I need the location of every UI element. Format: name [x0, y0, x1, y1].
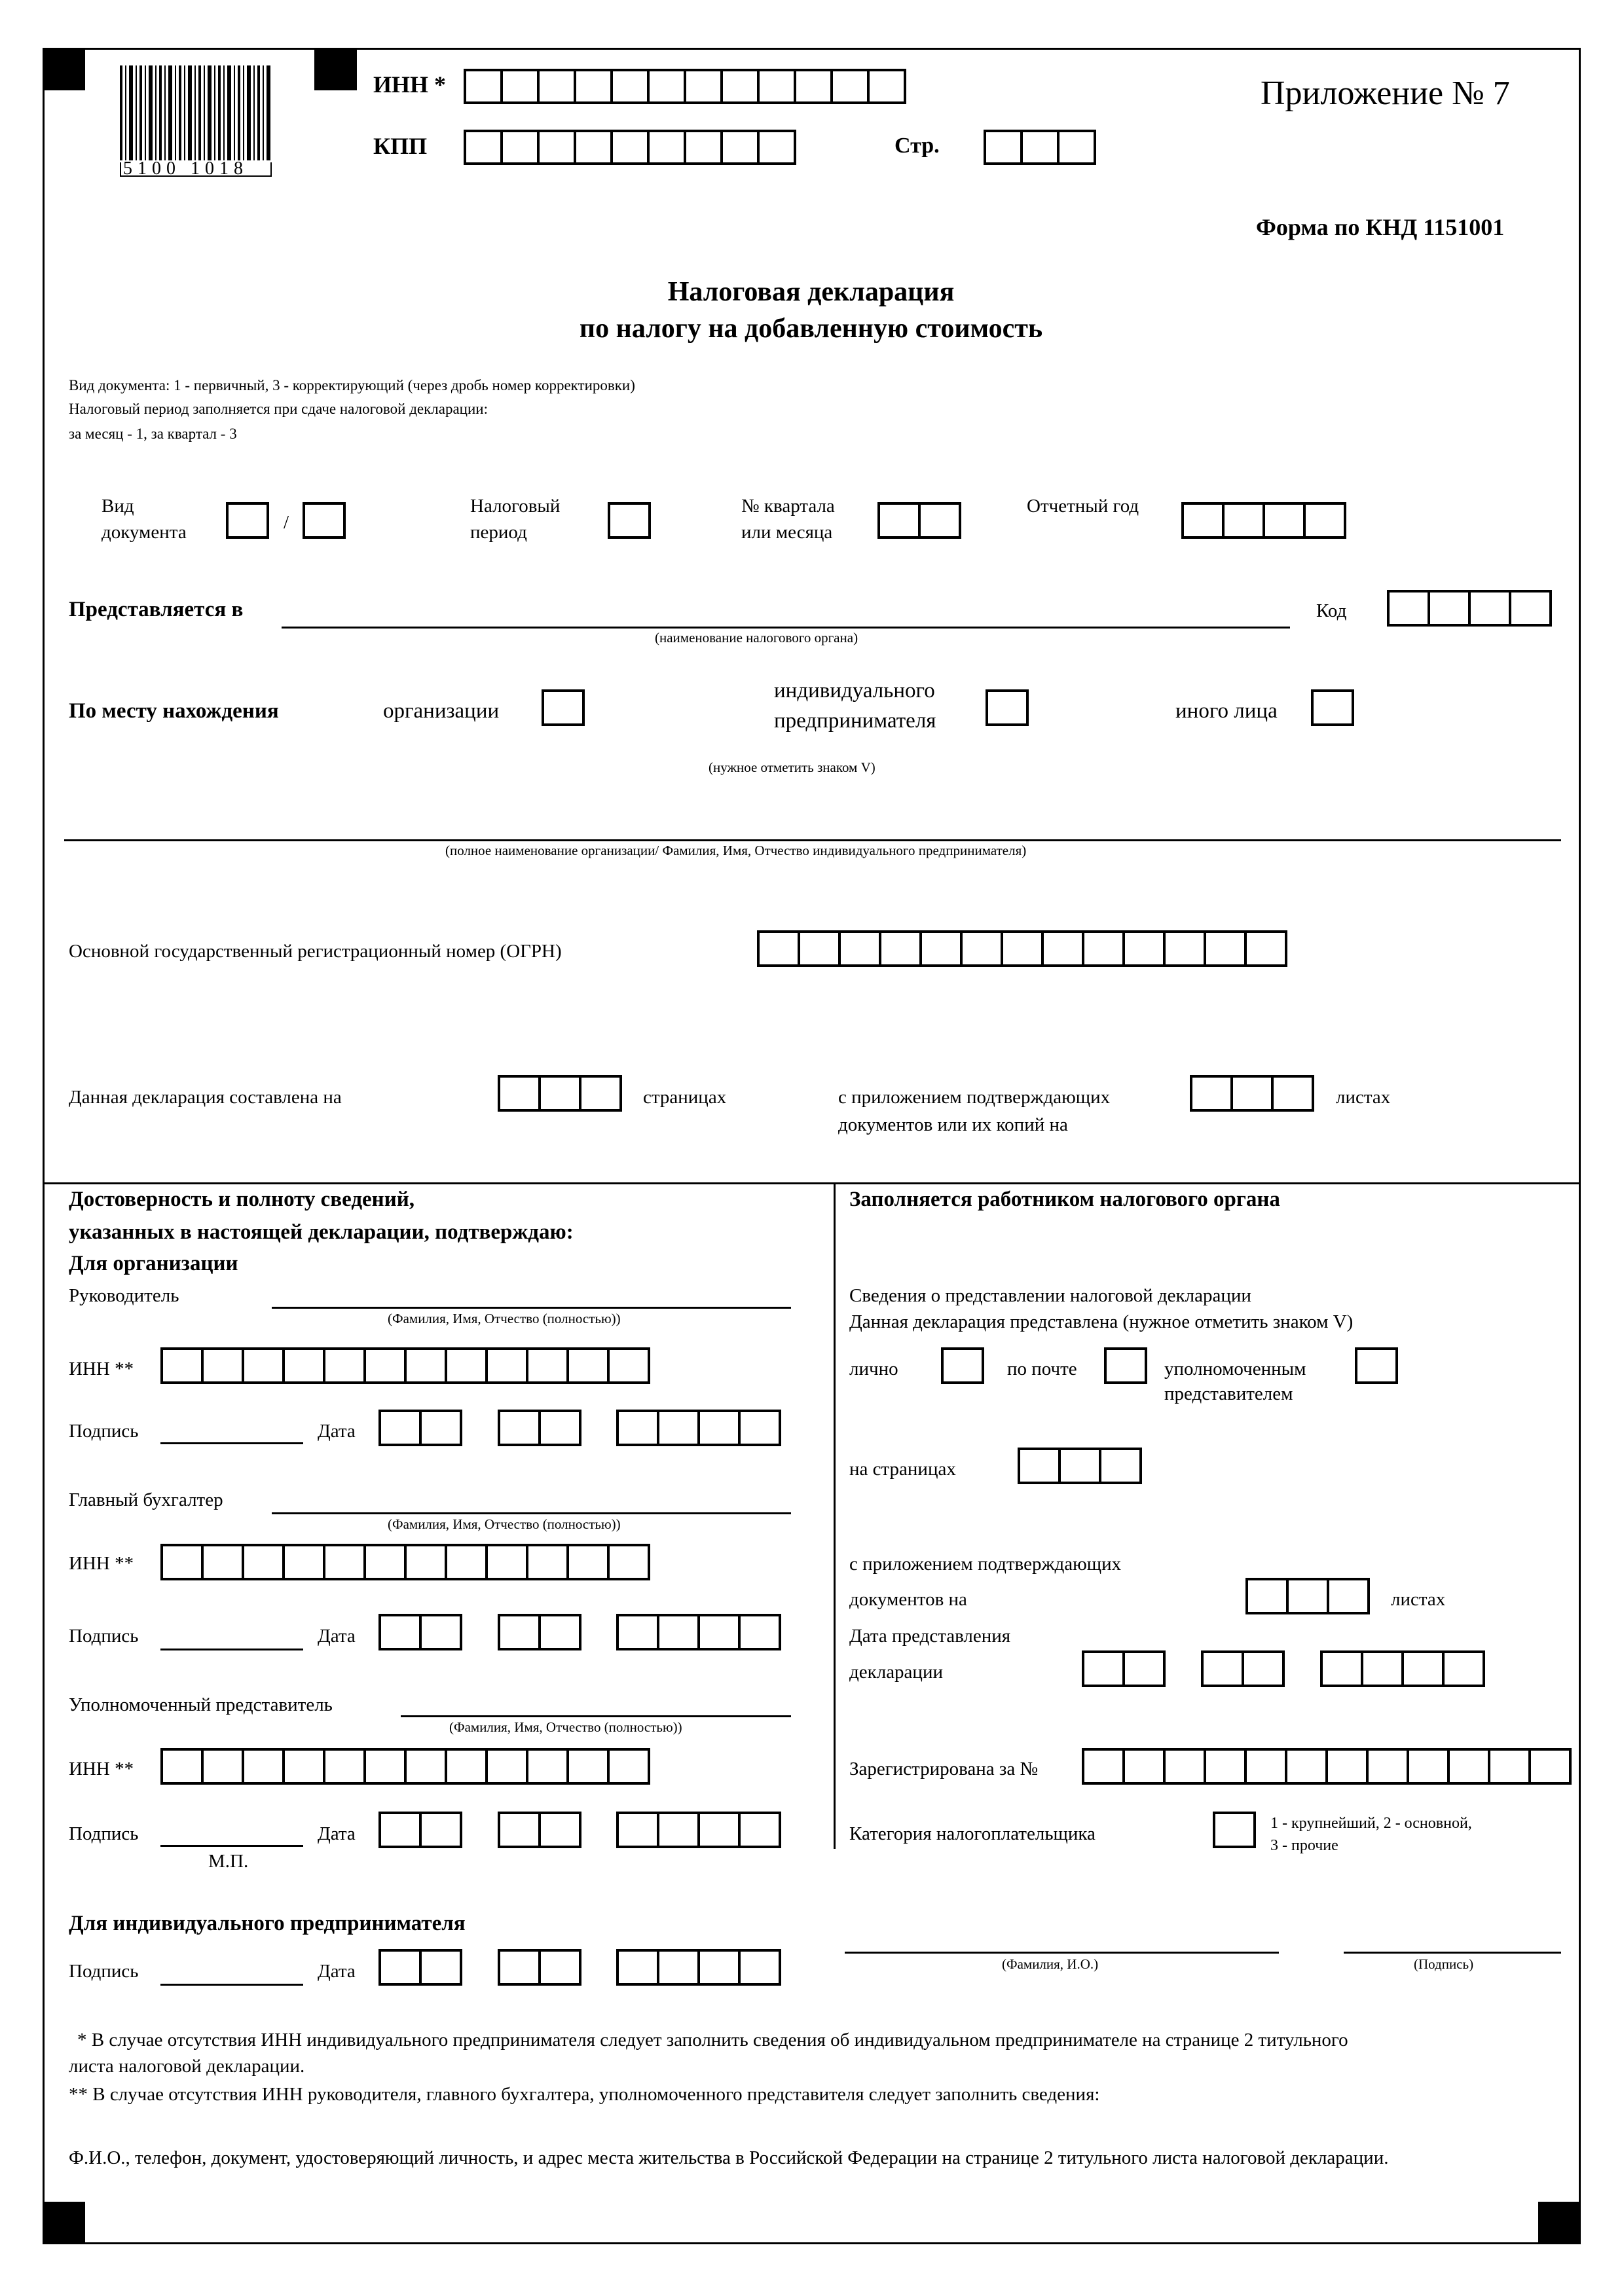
- chief-accountant-inn-cells[interactable]: [160, 1544, 648, 1580]
- chief-accountant-signature-label: Подпись: [69, 1626, 139, 1647]
- entrepreneur-date-day-cells[interactable]: [378, 1949, 460, 1986]
- head-inn-cells[interactable]: [160, 1347, 648, 1384]
- chief-accountant-date-day-cells[interactable]: [378, 1614, 460, 1650]
- representative-date-month-cells[interactable]: [498, 1812, 579, 1848]
- by-mail-label: по почте: [1007, 1358, 1077, 1379]
- chief-accountant-date-label: Дата: [318, 1626, 356, 1647]
- submitted-to-label: Представляется в: [69, 598, 244, 621]
- officer-attach-label-2: документов на: [849, 1589, 967, 1610]
- for-organization-heading: Для организации: [69, 1252, 238, 1275]
- page-label: Стр.: [894, 134, 940, 158]
- tax-authority-caption: (наименование налогового органа): [655, 630, 858, 646]
- quarter-label-1: № квартала: [741, 496, 835, 517]
- chief-accountant-name-line[interactable]: [272, 1512, 791, 1514]
- stamp-label: М.П.: [208, 1851, 249, 1872]
- tax-authority-line[interactable]: [282, 627, 1290, 629]
- by-representative-checkbox[interactable]: [1355, 1347, 1395, 1384]
- head-date-month-cells[interactable]: [498, 1410, 579, 1446]
- submission-date-year-cells[interactable]: [1320, 1650, 1483, 1687]
- head-signature-line[interactable]: [160, 1442, 303, 1444]
- registration-number-cells[interactable]: [1082, 1748, 1569, 1785]
- footnote-star-1: * В случае отсутствия ИНН индивидуального предпринимателя следует заполнить сведения об индивидуальном предпринимателе на странице 2 титульного: [77, 2030, 1348, 2050]
- representative-date-label: Дата: [318, 1823, 356, 1844]
- tax-period-label-2: период: [470, 522, 527, 543]
- confirm-heading-1: Достоверность и полноту сведений,: [69, 1188, 415, 1211]
- other-person-checkbox[interactable]: [1311, 689, 1352, 726]
- entrepreneur-date-label: Дата: [318, 1961, 356, 1982]
- chief-accountant-date-year-cells[interactable]: [616, 1614, 779, 1650]
- entrepreneur-checkbox[interactable]: [986, 689, 1026, 726]
- note-line-2: Налоговый период заполняется при сдаче налоговой декларации:: [69, 401, 488, 417]
- doc-type-label-2: документа: [101, 522, 187, 543]
- officer-sheets-cells[interactable]: [1245, 1578, 1367, 1614]
- inn-cells[interactable]: [464, 69, 904, 104]
- taxpayer-category-label: Категория налогоплательщика: [849, 1823, 1096, 1844]
- attachment-sheets-cells[interactable]: [1190, 1075, 1312, 1112]
- attachments-label-1: с приложением подтверждающих: [838, 1087, 1111, 1108]
- other-person-label: иного лица: [1175, 699, 1278, 723]
- representative-signature-line[interactable]: [160, 1845, 303, 1847]
- title-line-2: по налогу на добавленную стоимость: [579, 314, 1043, 344]
- pages-unit: страницах: [643, 1087, 727, 1108]
- ogrn-cells[interactable]: [757, 930, 1285, 967]
- entrepreneur-date-year-cells[interactable]: [616, 1949, 779, 1986]
- quarter-cells[interactable]: [877, 502, 959, 539]
- submission-date-label-1: Дата представления: [849, 1626, 1011, 1647]
- officer-sheets-unit: листах: [1391, 1589, 1446, 1610]
- representative-inn-cells[interactable]: [160, 1748, 648, 1785]
- location-label: По месту нахождения: [69, 699, 279, 723]
- chief-accountant-inn-label: ИНН **: [69, 1553, 134, 1574]
- on-pages-label: на страницах: [849, 1459, 956, 1480]
- entrepreneur-label-2: предпринимателя: [774, 709, 936, 733]
- tax-officer-heading: Заполняется работником налогового органа: [849, 1188, 1280, 1211]
- submission-info-line-2: Данная декларация представлена (нужное отметить знаком V): [849, 1311, 1354, 1332]
- head-inn-label: ИНН **: [69, 1358, 134, 1379]
- full-name-caption: (полное наименование организации/ Фамилия, Имя, Отчество индивидуального предпринимателя): [445, 843, 1027, 858]
- note-line-1: Вид документа: 1 - первичный, 3 - корректирующий (через дробь номер корректировки): [69, 377, 635, 393]
- head-signature-label: Подпись: [69, 1421, 139, 1442]
- full-name-line[interactable]: [64, 839, 1561, 841]
- section-divider: [43, 1182, 1581, 1184]
- chief-accountant-signature-line[interactable]: [160, 1649, 303, 1650]
- kpp-cells[interactable]: [464, 130, 794, 165]
- head-date-day-cells[interactable]: [378, 1410, 460, 1446]
- for-entrepreneur-heading: Для индивидуального предпринимателя: [69, 1912, 466, 1935]
- confirm-heading-2: указанных в настоящей декларации, подтверждаю:: [69, 1220, 574, 1244]
- chief-accountant-label: Главный бухгалтер: [69, 1489, 223, 1510]
- representative-date-year-cells[interactable]: [616, 1812, 779, 1848]
- form-code: Форма по КНД 1151001: [1256, 214, 1505, 240]
- submission-date-day-cells[interactable]: [1082, 1650, 1163, 1687]
- category-note-1: 1 - крупнейший, 2 - основной,: [1270, 1815, 1472, 1832]
- sheets-unit: листах: [1336, 1087, 1391, 1108]
- section-vertical-divider: [834, 1182, 836, 1849]
- inn-label: ИНН *: [373, 71, 447, 98]
- by-representative-label-1: уполномоченным: [1164, 1358, 1306, 1379]
- year-cells[interactable]: [1181, 502, 1344, 539]
- code-label: Код: [1316, 600, 1347, 621]
- taxpayer-category-cell[interactable]: [1213, 1812, 1253, 1848]
- officer-attach-label-1: с приложением подтверждающих: [849, 1554, 1122, 1575]
- doc-type-label-1: Вид: [101, 496, 134, 517]
- by-mail-checkbox[interactable]: [1104, 1347, 1145, 1384]
- personally-checkbox[interactable]: [941, 1347, 982, 1384]
- officer-signature-line[interactable]: [1344, 1952, 1561, 1954]
- representative-fio-caption: (Фамилия, Имя, Отчество (полностью)): [449, 1719, 682, 1735]
- chief-accountant-fio-caption: (Фамилия, Имя, Отчество (полностью)): [388, 1516, 621, 1532]
- year-label: Отчетный год: [1027, 496, 1139, 517]
- footnote-star-2: ** В случае отсутствия ИНН руководителя, главного бухгалтера, уполномоченного представителя следует заполнить сведения:: [69, 2084, 1100, 2105]
- organization-label: организации: [383, 699, 500, 723]
- representative-name-line[interactable]: [401, 1715, 791, 1717]
- representative-label: Уполномоченный представитель: [69, 1694, 333, 1715]
- category-note-2: 3 - прочие: [1270, 1837, 1338, 1854]
- head-label: Руководитель: [69, 1285, 179, 1306]
- doc-type-cell[interactable]: [226, 502, 267, 539]
- barcode-number: 5100 1018: [123, 158, 248, 179]
- officer-signature-caption: (Подпись): [1414, 1956, 1474, 1972]
- entrepreneur-date-month-cells[interactable]: [498, 1949, 579, 1986]
- tax-period-label-1: Налоговый: [470, 496, 561, 517]
- kpp-label: КПП: [373, 133, 428, 159]
- entrepreneur-signature-label: Подпись: [69, 1961, 139, 1982]
- title-line-1: Налоговая декларация: [667, 277, 955, 307]
- officer-pages-cells[interactable]: [1018, 1448, 1139, 1484]
- tax-period-cell[interactable]: [608, 502, 648, 539]
- footnote-fio-details: Ф.И.О., телефон, документ, удостоверяющий личность, и адрес места жительства в Российской Федерации на странице 2 титульного листа налоговой декларации.: [69, 2147, 1389, 2168]
- submission-date-month-cells[interactable]: [1201, 1650, 1282, 1687]
- mark-caption: (нужное отметить знаком V): [709, 759, 876, 775]
- footnote-star-1-continued: листа налоговой декларации.: [69, 2056, 305, 2077]
- head-name-line[interactable]: [272, 1307, 791, 1309]
- note-line-3: за месяц - 1, за квартал - 3: [69, 426, 237, 442]
- head-date-label: Дата: [318, 1421, 356, 1442]
- representative-signature-label: Подпись: [69, 1823, 139, 1844]
- doc-type-slash: /: [284, 512, 289, 533]
- attachments-label-2: документов или их копий на: [838, 1114, 1068, 1135]
- entrepreneur-label-1: индивидуального: [774, 679, 935, 702]
- chief-accountant-date-month-cells[interactable]: [498, 1614, 579, 1650]
- page-cells[interactable]: [984, 130, 1094, 165]
- officer-name-line[interactable]: [845, 1952, 1279, 1954]
- pages-cells[interactable]: [498, 1075, 619, 1112]
- correction-number-cell[interactable]: [303, 502, 343, 539]
- representative-date-day-cells[interactable]: [378, 1812, 460, 1848]
- head-fio-caption: (Фамилия, Имя, Отчество (полностью)): [388, 1311, 621, 1326]
- pages-label: Данная декларация составлена на: [69, 1087, 342, 1108]
- registered-label: Зарегистрирована за №: [849, 1758, 1039, 1779]
- quarter-label-2: или месяца: [741, 522, 833, 543]
- representative-inn-label: ИНН **: [69, 1758, 134, 1779]
- head-date-year-cells[interactable]: [616, 1410, 779, 1446]
- page-title: [0, 274, 1622, 347]
- ogrn-label: Основной государственный регистрационный номер (ОГРН): [69, 941, 562, 962]
- submission-info-line-1: Сведения о представлении налоговой декларации: [849, 1285, 1251, 1306]
- submission-date-label-2: декларации: [849, 1662, 943, 1683]
- officer-fio-caption: (Фамилия, И.О.): [1002, 1956, 1099, 1972]
- by-representative-label-2: представителем: [1164, 1383, 1293, 1404]
- organization-checkbox[interactable]: [542, 689, 582, 726]
- appendix-title: Приложение № 7: [1261, 75, 1510, 112]
- personally-label: лично: [849, 1358, 898, 1379]
- tax-authority-code-cells[interactable]: [1387, 590, 1549, 627]
- entrepreneur-signature-line[interactable]: [160, 1984, 303, 1986]
